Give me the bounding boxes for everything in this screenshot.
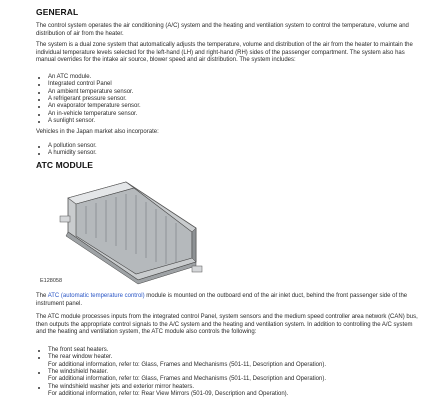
atc-definition-link[interactable]: ATC (automatic temperature control) xyxy=(47,293,145,299)
list-item: A refrigerant pressure sensor. xyxy=(36,96,424,103)
list-item: An ATC module. xyxy=(36,74,424,81)
atc-module-heading: ATC MODULE xyxy=(36,160,94,170)
list-item: The rear window heater. For additional information, refer to: Glass, Frames and Mechanisms (501-11, Description and Operation). xyxy=(36,354,424,369)
list-item: The windshield washer jets and exterior mirror heaters. For additional information, refer to: Rear View Mirrors (501-09, Description and Operation). xyxy=(36,384,424,399)
atc-paragraph-1: The ATC (automatic temperature control) module is mounted on the outboard end of the air inlet duct, behind the front passenger side of the instrument panel. xyxy=(36,293,408,307)
reference-note: For additional information, refer to: Rear View Mirrors (501-09, Description and Operation). xyxy=(48,391,289,398)
list-item: An evaporator temperature sensor. xyxy=(36,103,424,110)
japan-components-list xyxy=(36,143,424,158)
atc-controls-list xyxy=(36,347,424,398)
figure-id: E128058 xyxy=(40,278,63,284)
list-item: A humidity sensor. xyxy=(36,150,424,157)
list-item: A sunlight sensor. xyxy=(36,118,424,125)
list-item: An ambient temperature sensor. xyxy=(36,89,424,96)
list-item: Integrated control Panel xyxy=(36,81,424,88)
atc-paragraph-2: The ATC module processes inputs from the integrated control Panel, system sensors and the medium speed controller area network (CAN) bus, then outputs the appropriate control signals to the A/C system and the heating and ventilation system. In addition to controlling the A/C system and the heating and ventilation system, the ATC module also controls the following: xyxy=(36,314,418,336)
list-item: The front seat heaters. xyxy=(36,347,424,354)
general-paragraph-2: The system is a dual zone system that automatically adjusts the temperature, volume and distribution of the air from the heater to maintain the individual temperature levels selected for the left-hand (LH) and right-hand (RH) sides of the passenger compartment. The system also has manual overrides for the intake air source, blower speed and air distribution. The system includes: xyxy=(36,42,413,64)
general-heading: GENERAL xyxy=(36,7,79,17)
general-paragraph-1: The control system operates the air conditioning (A/C) system and the heating and ventilation system to control the temperature, volume and distribution of air from the heater. xyxy=(36,23,409,37)
reference-note: For additional information, refer to: Glass, Frames and Mechanisms (501-11, Description and Operation). xyxy=(48,376,327,383)
list-item: A pollution sensor. xyxy=(36,143,424,150)
list-item: An in-vehicle temperature sensor. xyxy=(36,111,424,118)
atc-module-illustration xyxy=(46,176,206,286)
japan-intro: Vehicles in the Japan market also incorporate: xyxy=(36,129,159,135)
system-components-list xyxy=(36,74,424,125)
list-item: The windshield heater. For additional information, refer to: Glass, Frames and Mechanisms (501-11, Description and Operation). xyxy=(36,369,424,384)
reference-note: For additional information, refer to: Glass, Frames and Mechanisms (501-11, Description and Operation). xyxy=(48,361,327,368)
